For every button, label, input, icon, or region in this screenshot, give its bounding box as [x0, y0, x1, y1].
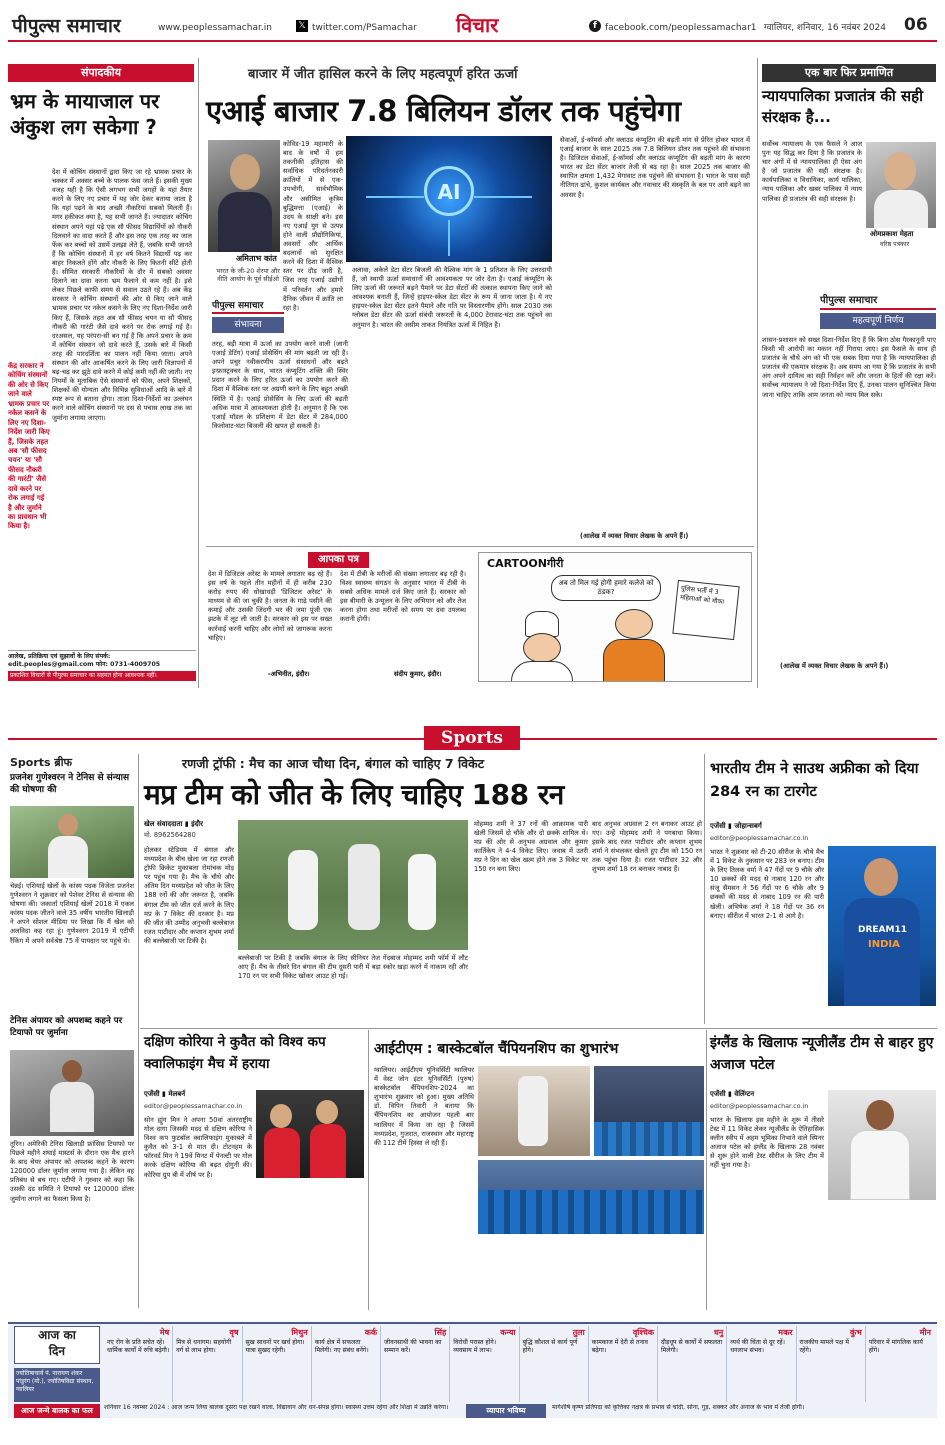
horoscope-title [14, 1326, 100, 1364]
sign-leo-name: सिंह [434, 1328, 447, 1337]
editorial-footer-email[interactable]: आलेख, प्रतिक्रिया एवं सुझावों के लिए संपर्क: edit.peoples@gmail.com फोन: 0731-4009705 [8, 653, 161, 669]
brief-1-body: चेन्नई। एशियाई खेलों के कांस्य पदक विजेता प्रजनेश गुणेश्वरन ने शुक्रवार को पेशेवर टेनिस से संन्यास की घोषणा की। जकार्ता एशियाई खेलों 2018 में एकल कांस्य पदक जीतने वाले 35 वर्षीय भारतीय खिलाड़ी ने अपने सोशल मीडिया पर लिखा कि मैं खेल को अलविदा कह रहा हूं। गुणेश्वरन 2019 में एटीपी रैंकिंग में अपने सर्वश्रेष्ठ 75 वें पायदान पर पहुंचे थे। [10, 882, 134, 945]
masthead-twitter[interactable]: twitter.com/PSamachar [312, 23, 417, 33]
sign-aries [104, 1326, 173, 1402]
ranji-mobile: मो. 8962564280 [144, 831, 196, 839]
itm-headline: आईटीएम : बास्केटबॉल चैंपियनशिप का शुभारंभ [374, 1041, 619, 1057]
cartoon-panel [478, 552, 752, 682]
ranji-body-4: बाद अनुभव अग्रवाल 2 रन बनाकर आउट हो गए। उन्हें मोहम्मद शमी ने पगबाधा किया। इसके बाद रजत पाटीदार और कप्तान शुभम शर्मा ने संभलकर खेलते हुए टीम को 150 रन तक पहुंचा दिया है। रजत पाटीदार 32 और शुभम शर्मा 18 रन बनाकर नाबाद हैं। [592, 820, 702, 874]
itm-photo-1 [478, 1066, 590, 1156]
sign-gemini-text: सुख साधनों पर खर्च होगा। यात्रा सुखद रहेगी। [245, 1338, 305, 1354]
ranji-body-3: मोहम्मद शमी ने 37 रनों की आक्रामक पारी खेली जिसमें दो चौके और दो छक्के शामिल थे। मप्र की ओर से अनुभव अग्रवाल और कुमार कार्तिकेय ने 4-4 विकेट लिए। जवाब में उतरी मप्र ने दिन का खेल खत्म होने तक 3 विकेट पर 150 रन बना लिए। [474, 820, 588, 874]
sports-brief-tag: Sports ब्रीफ [10, 756, 73, 769]
feature-col2: तरह, बड़ी मात्रा में ऊर्जा का उपयोग करने वाली (जानी एआई डेटिंग) एआई प्रोसेसिंग की मांग बढ़ती जा रही है। अपने प्रचुर नवीकरणीय ऊर्जा संसाधनों और बढ़ते इन्फ्रास्ट्रक्चर के साथ, भारत कंप्यूटिंग शक्ति की स्थिर प्रदान करने के लिए हरित ऊर्जा का उपयोग करने की दिशा में वैश्विक स्तर पर अग्रणी बनने के लिए बहुत अच्छी स्थिति में है। एआई प्रोसेसिंग के लिए ऊर्जा की बढ़ती अधिक मात्रा में आवश्यकता होती है। अनुमान है कि एक एआई मॉडल के प्रशिक्षण में डेटा सेंटर में 284,000 किलोवाट-घंटा बिजली की खपत हो सकती है। [212, 340, 348, 430]
sign-aries-name: मेष [159, 1328, 170, 1337]
editorial-tag: संपादकीय [8, 64, 194, 82]
feature-kicker: बाजार में जीत हासिल करने के लिए महत्वपूर्ण हरित ऊर्जा [248, 67, 518, 82]
ranji-byline: खेल संवाददाता ▮ इंदौर [144, 820, 203, 828]
editorial-footer [8, 650, 196, 678]
author-desc: भारत के जी-20 शेरपा और नीति आयोग के पूर्व सीईओ [216, 267, 280, 284]
right-body-1: सर्वोच्च न्यायालय के एक फैसले ने आज पुनः यह सिद्ध कर दिया है कि प्रजातंत्र के चार अंगों में से न्यायपालिका ही ऐसा अंग है जो प्रजातंत्र की सही संरक्षक है। कार्यपालिका व विधायिका, कार्य पालिका, न्याय पालिका और खबर पालिका में न्याय पालिका ही प्रजातंत्र की सही संरक्षक है। [762, 140, 862, 203]
right-author-desc: वरिष्ठ पत्रकार [880, 241, 909, 248]
sign-scorpio-text: कामकाज में देरी से तनाव बढ़ेगा। [591, 1338, 648, 1354]
korea-email[interactable]: editor@peoplessamachar.co.in [144, 1102, 243, 1110]
itm-body: ग्वालियर। आईटीएम यूनिवर्सिटी ग्वालियर में वेस्ट जोन इंटर यूनिवर्सिटी (पुरुष) बास्केटबॉल चैंपियनशिप-2024 का शुभारंभ शुक्रवार को हुआ। मुख्य अतिथि डॉ. विपिन तिवारी ने बताया कि चैंपियनशिप का आयोजन पहली बार ग्वालियर में किया जा रहा है जिसमें मध्यप्रदेश, गुजरात, राजस्थान और महाराष्ट्र की 112 टीमें हिस्सा ले रही हैं। [374, 1066, 474, 1147]
korea-photo [256, 1090, 364, 1178]
ai-illustration: AI [346, 136, 552, 262]
brand-tag [212, 300, 284, 334]
sign-capricorn-text: व्यर्थ की चिंता से दूर रहें। धनलाभ संभव। [730, 1338, 785, 1354]
cartoon-title: CARTOONगीरी [487, 557, 564, 570]
right-author-photo [866, 142, 936, 228]
editorial-disclaimer: प्रकाशित विचारों से पीपुल्स समाचार का सहमत होना आवश्यक नहीं। [8, 671, 196, 681]
right-brand-title: पीपुल्स समाचार [820, 294, 936, 310]
korea-headline: दक्षिण कोरिया ने कुवैत को विश्व कप क्वालिफाइंग मैच में हराया [144, 1034, 326, 1072]
editorial-pullquote: केंद्र सरकार ने कोचिंग संस्थानों की ओर से किए जाने वाले भ्रामक प्रचार पर नकेल कसने के लिए नए दिशा-निर्देश जारी किए हैं, जिसके तहत अब 'सौ फीसद चयन' या 'सौ फीसद नौकरी की गारंटी' जैसे दावे करने पर रोक लगाई गई है और जुर्माने का प्रावधान भी किया है। [8, 362, 50, 531]
africa-body: भारत ने शुक्रवार को टी-20 सीरीज के चौथे मैच में 1 विकेट के नुकसान पर 283 रन बनाए। टीम के लिए तिलक वर्मा ने 47 गेंदों पर 9 चौके और 10 छक्कों की मदद से नाबाद 120 रन और संजू सैमसन ने 56 गेंदों पर 6 चौके और 9 छक्कों की मदद से नाबाद 109 रन की पारी खेली। अभिषेक शर्मा ने 18 गेंदों पर 36 रन बनाए। सीरीज में भारत 2-1 से आगे है। [710, 848, 824, 920]
sign-sagittarius [658, 1326, 727, 1402]
sign-aquarius-name: कुंभ [849, 1328, 862, 1337]
right-tag: एक बार फिर प्रमाणित [762, 64, 936, 82]
feature-col1: कोविड-19 महामारी के बाद के वर्षों में हम तकनीकी इतिहास की सर्वाधिक परिवर्तनकारी क्रांतियों में से एक- उपभोगी, सार्वभौमिक और असीमित कृत्रिम बुद्धिमत्ता (एआई) के उदय के साक्षी बने। इस नए एआई युग से उत्पन्न होने वाली प्रौद्योगिकियां, अवसरों और आर्थिक बदलावों को सुरक्षित करने की दिशा में वैश्विक स्तर पर दौड़ जारी है, जिस तरह एआई उद्योगों में परिवर्तन और हमारे दैनिक जीवन में क्रांति ला रहा है। [283, 140, 343, 312]
masthead [8, 8, 937, 42]
editorial-headline: भ्रम के मायाजाल पर अंकुश लग सकेगा ? [10, 89, 160, 139]
letter-1: देश में डिजिटल अरेस्ट के मामले लगातार बढ़ रहे हैं। इस वर्ष के पहले तीन महीनों में ही करीब 230 करोड़ रुपए की धोखाधड़ी 'डिजिटल अरेस्ट' के माध्यम से की जा चुकी है। जनता के गाढ़े पसीने की कमाई और उसकी जिंदगी भर की जमा पूंजी एक झटके में लूट ली जाती है। सरकार को इस पर सख्त कार्रवाई करनी चाहिए और लोगों को जागरूक करना चाहिए। [208, 570, 332, 642]
sign-aquarius-text: राजकीय मामले पक्ष में रहेंगे। [799, 1338, 849, 1354]
author-photo [208, 140, 280, 252]
brief-1-photo [10, 806, 134, 878]
right-body-2: शासन-प्रशासन को सख्त दिशा-निर्देश दिए हैं कि बिना ठोस गैरकानूनी पाए किसी भी आरोपी का मकान नहीं गिराया जाए। इस फैसले के साथ ही प्रजातंत्र के चौथे अंग को भी एक सबक दिया गया है कि न्यायपालिका ही प्रजातंत्र की एकमात्र संरक्षक है। अब समय आ गया है कि प्रजातंत्र के सभी अंग अपने दायित्व का सही निर्वहन करें और जनता के हितों की रक्षा करें। सर्वोच्च न्यायालय ने जो दिशा-निर्देश दिए हैं, उनका पालन सुनिश्चित किया जाना चाहिए ताकि आम जनता को न्याय मिल सके। [762, 336, 936, 399]
sign-taurus [173, 1326, 242, 1402]
feature-headline: एआई बाजार 7.8 बिलियन डॉलर तक पहुंचेगा [206, 94, 681, 128]
sign-taurus-name: वृष [229, 1328, 239, 1337]
sign-leo-text: जीवनसाथी की भावना का सम्मान करें। [384, 1338, 442, 1354]
brief-2-title: टेनिस अंपायर को अपशब्द कहने पर टियाफो पर जुर्माना [10, 1016, 123, 1038]
sign-leo [381, 1326, 450, 1402]
ranji-body-1: होलकर स्टेडियम में बंगाल और मध्यप्रदेश के बीच खेला जा रहा रणजी ट्रॉफी क्रिकेट मुकाबला रोमांचक मोड़ पर पहुंच गया है। मैच के चौथे और अंतिम दिन मध्यप्रदेश को जीत के लिए 188 रनों की और जरूरत है, जबकि बंगाल टीम को जीत दर्ज करने के लिए मप्र के 7 विकेट की दरकार है। मप्र की जीत की उम्मीद अनुभवी बल्लेबाज रजत पाटीदार और कप्तान शुभम शर्मा की बल्लेबाजी पर टिकी है। [144, 846, 234, 945]
sign-gemini [243, 1326, 312, 1402]
itm-photo-2 [594, 1066, 704, 1156]
masthead-logo: पीपुल्स समाचार [12, 15, 121, 37]
astrologer-credit: ज्योतिषाचार्य पं. नारायण शंकर पांडुरंग (मो.), ज्योतिषविद्या संस्थान, ग्वालियर [14, 1368, 100, 1402]
nz-headline: इंग्लैंड के खिलाफ न्यूजीलैंड टीम से बाहर हुए अजाज पटेल [710, 1035, 934, 1074]
sign-capricorn [727, 1326, 796, 1402]
sign-virgo-text: विरोधी परास्त होंगे। व्यवसाय में लाभ। [453, 1338, 497, 1354]
horoscope-grid [104, 1326, 934, 1402]
sign-virgo-name: कन्या [500, 1328, 516, 1337]
sign-libra-name: तुला [572, 1328, 585, 1337]
feature-col3: अलावा, अकेले डेटा सेंटर बिजली की वैश्विक मांग के 1 प्रतिशत के लिए उत्तरदायी हैं, जो स्थायी ऊर्जा समाधानों की आवश्यकता पर जोर देता है। एआई कंप्यूटिंग के लिए ऊर्जा की जरूरतें बढ़ने पैमाने पर डेटा सेंटरों की तत्काल स्थापना किए जाने को आवश्यक बनाती हैं, जिन्हें हाइपर-स्केल डेटा सेंटर के रूप में जाना जाता है। ये नए हाइपर-स्केल डेटा सेंटर इतने पैमाने और गति पर विस्तारणीय होंगे। साल 2030 तक ग्लोबल डेटा सेंटर की ऊर्जा संबंधी जरूरतों के 4,000 टेरावाट-घंटा तक पहुंचने का अनुमान है। भारत की असीम ताकत नियंत्रित ऊर्जा में निहित है। [352, 266, 552, 329]
sign-cancer-text: कार्य क्षेत्र में सफलता मिलेगी। नए संबंध बनेंगे। [314, 1338, 369, 1354]
cartoon-figure-left [507, 611, 577, 682]
feature-note: (आलेख में व्यक्त विचार लेखक के अपने हैं।) [580, 532, 689, 540]
market-tag: व्यापार भविष्य [466, 1404, 546, 1418]
feature-col4: सेवाओं, ई-कॉमर्स और क्लाउड कंप्यूटिंग की बढ़ती मांग से प्रेरित होकर भारत में एआई बाजार के साल 2025 तक 7.8 बिलियन डॉलर तक पहुंचने की संभावना है। डिजिटल सेवाओं, ई-कॉमर्स और क्लाउड कंप्यूटिंग की बढ़ती मांग के कारण भारत का डेटा सेंटर बाजार तेजी से बढ़ रहा है। साल 2025 तक बाजार की स्थापित क्षमता 1,432 मेगावाट तक पहुंचने की संभावना है। भारत के पास सही नीतिगत ढांचे, कुशल कार्यबल और नवाचार की संस्कृति के बल पर आगे बढ़ने का अवसर है। [560, 136, 750, 199]
brand-tag-title: पीपुल्स समाचार [212, 300, 284, 314]
africa-byline: एजेंसी ▮ जोहान्सबर्ग [710, 822, 762, 830]
sign-virgo [450, 1326, 519, 1402]
cartoon-figure-right [599, 605, 669, 682]
letter-2-sign: संदीप कुमार, इंदौर। [394, 670, 442, 678]
sign-scorpio [589, 1326, 658, 1402]
itm-photo-3 [478, 1160, 704, 1234]
brief-1-title: प्रजनेश गुणेश्वरन ने टेनिस से संन्यास की घोषणा की [10, 773, 130, 796]
right-note: (आलेख में व्यक्त विचार लेखक के अपने हैं।) [780, 662, 889, 670]
africa-email[interactable]: editor@peoplessamachar.co.in [710, 834, 809, 842]
author-name: अमिताभ कांत [236, 254, 277, 263]
sign-taurus-text: मित्र से धनागम। सहयोगी वर्ग से लाभ होगा। [176, 1338, 232, 1354]
sign-libra-text: बुद्धि कौशल से कार्य पूर्ण होंगे। [522, 1338, 578, 1354]
sign-pisces-text: परिवार में मांगलिक कार्य होंगे। [868, 1338, 923, 1354]
right-brand [820, 294, 936, 330]
horoscope-title-top: आज का [38, 1328, 76, 1342]
masthead-website[interactable]: www.peoplessamachar.in [158, 23, 272, 33]
cartoon-paper: पुलिस भर्ती में 3 महिलाओं को मौका [672, 580, 739, 640]
letter-2: देश में टीबी के मरीजों की संख्या लगातार बढ़ रही है। विश्व स्वास्थ्य संगठन के अनुसार भारत में टीबी के सबसे अधिक मामले दर्ज किए जाते हैं। सरकार को इस बीमारी के उन्मूलन के लिए अभियान को और तेज करना होगा तथा मरीजों को समय पर दवा उपलब्ध करानी होगी। [340, 570, 466, 624]
brand-tag-sub: संभावना [212, 317, 284, 333]
ranji-kicker: रणजी ट्रॉफी : मैच का आज चौथा दिन, बंगाल को चाहिए 7 विकेट [182, 756, 485, 771]
nz-email[interactable]: editor@peoplessamachar.co.in [710, 1102, 809, 1110]
africa-photo: DREAM11 INDIA [828, 846, 936, 1006]
right-headline: न्यायपालिका प्रजातंत्र की सही संरक्षक है... [762, 87, 924, 126]
section-title: विचार [456, 13, 499, 37]
sign-cancer-name: कर्क [364, 1328, 377, 1337]
horoscope-footer-text: शनिवार 16 नवम्बर 2024 : आज जन्म लिया बालक दूसरा पक्ष रखने वाला, विद्यावान और धन-संपन्न होगा। स्वास्थ्य उत्तम रहेगा और शिक्षा में उन्नति करेगा। [104, 1404, 449, 1411]
twitter-icon: 𝕏 [296, 20, 308, 32]
masthead-facebook[interactable]: facebook.com/peoplessamachar1 [605, 23, 757, 33]
sign-sagittarius-text: दौड़धूप से कार्यों में सफलता मिलेगी। [661, 1338, 723, 1354]
nz-photo [828, 1090, 936, 1200]
cartoon-bubble: अब तो मिल गई होगी हमारे कलेजे को ठंडक? [551, 575, 661, 601]
sign-capricorn-name: मकर [778, 1328, 793, 1337]
brief-2-photo [10, 1050, 134, 1136]
horoscope-footer-tag: आज जन्मे बालक का फल [14, 1404, 100, 1418]
ranji-body-2: बल्लेबाजी पर टिकी है जबकि बंगाल के लिए सीनियर तेज गेंदबाज मोहम्मद शमी फॉर्म में लौट आए हैं। मैच के तीसरे दिन बंगाल की टीम दूसरी पारी में बड़ा स्कोर खड़ा करने में नाकाम रही और 170 रन पर सभी विकेट खोकर आउट हो गई। [238, 954, 468, 981]
editorial-body: देश में कोचिंग संस्थानों द्वारा किए जा रहे भ्रामक प्रचार के चक्कर में अक्सर बच्चे के पालक फंस जाते हैं। इसकी मुख्य वजह यही है कि ऐसी लगभग सभी जगहों के यहां तैयार करने के लिए नए प्रचार में यह जोर देकर बताया जाता है कि यहां पढ़ने के बाद अच्छी नौकरियां सबको मिलती हैं। मगर हकीकत क्या है, यह सभी जानते हैं। ज्यादातर कोचिंग संस्थान अपने यहां पढ़े एक सौ फीसद विद्यार्थियों को नौकरी दिलवाने का वादा करते हैं और इस तरह एक तरह का जाल फेंक कर बच्चों को उसमें उलझा लेते हैं, जबकि सभी जानते हैं कि कोचिंग संस्थानों में हर वर्ष कितने विद्यार्थी पढ़ कर बाहर निकलते होंगे और नौकरी के लिए कितनी सीटें होती हैं। सीमित सरकारी नौकरियों के दौर में सबको अवसर दिलाने का दावा करना भ्रम फैलाने से कम नहीं है। इसे लेकर पिछले काफी समय से सवाल उठते रहे हैं। अब केंद्र सरकार ने कोचिंग संस्थानों की ओर से किए जाने वाले भ्रामक प्रचार पर नकेल कसने के लिए नए दिशा-निर्देश जारी किए हैं, जिसके तहत अब सौ फीसद चयन या सौ फीसद नौकरी की गारंटी जैसे दावे करने पर रोक लगाई गई है। दरअसल, यह परंपरा-सी बन गई है कि अपने प्रचार के क्रम में कोचिंग संस्थान जो दावे करते हैं, उसके बारे में किसी तरह की पारदर्शिता का पालन नहीं किया जाता। अपने संस्थान की ओर आकर्षित करने के लिए जारी विज्ञापनों में बढ़-चढ़ कर झूठे दावे करने में कोई कमी नहीं की जाती। नए नियमों के मुताबिक ऐसे संस्थानों को फीस, अपने शिक्षकों, शिक्षकों की योग्यता और विभिन्न सुविधाओं आदि के बारे में स्पष्ट रूप से बताना होगा। ताजा दिशा-निर्देशों का उल्लंघन करने वाले कोचिंग संस्थानों पर दस से पचास लाख तक का जुर्माना लगाया जाएगा। [52, 168, 192, 422]
korea-byline: एजेंसी ▮ मेलबर्न [144, 1090, 186, 1098]
korea-body: सोन ह्युंग मिन ने अपना 50वां अंतरराष्ट्रीय गोल दागा जिसकी मदद से दक्षिण कोरिया ने विश्व कप फुटबॉल क्वालिफाइंग मुकाबले में कुवैत को 3-1 से मात दी। टोटनहम के फॉरवर्ड मिन ने 19वें मिनट में पेनल्टी पर गोल करके दक्षिण कोरिया की बढ़त दोगुनी की। कोरिया ग्रुप बी में शीर्ष पर है। [144, 1116, 252, 1179]
right-brand-sub: महत्वपूर्ण निर्णय [820, 313, 936, 329]
ranji-photo [238, 820, 468, 950]
horoscope-title-bottom: दिन [48, 1344, 66, 1359]
sports-banner: Sports [424, 726, 520, 750]
nz-byline: एजेंसी ▮ वेलिंग्टन [710, 1090, 755, 1098]
letters-box [208, 552, 468, 682]
sign-gemini-name: मिथुन [291, 1328, 308, 1337]
sign-cancer [312, 1326, 381, 1402]
sign-libra [520, 1326, 589, 1402]
sign-pisces-name: मीन [919, 1328, 931, 1337]
letter-1-sign: -अभिनीत, इंदौर। [268, 670, 310, 678]
sign-aquarius [797, 1326, 866, 1402]
ranji-headline: मप्र टीम को जीत के लिए चाहिए 188 रन [144, 778, 564, 811]
dateline: ग्वालियर, शनिवार, 16 नवंबर 2024 [764, 23, 887, 33]
right-author-name: ओमप्रकाश मेहता [870, 230, 914, 238]
sign-aries-text: नए रोग के प्रति सचेत रहें। धार्मिक कार्यों में रुचि बढ़ेगी। [107, 1338, 170, 1354]
sign-sagittarius-name: धनु [713, 1328, 724, 1337]
africa-headline: भारतीय टीम ने साउथ अफ्रीका को दिया 284 रन का टारगेट [710, 761, 919, 801]
sign-pisces [866, 1326, 934, 1402]
sign-scorpio-name: वृश्चिक [632, 1328, 654, 1337]
nz-body: भारत के खिलाफ इस महीने के शुरू में तीसरे टेस्ट में 11 विकेट लेकर न्यूजीलैंड के ऐतिहासिक क्लीन स्वीप में अहम भूमिका निभाने वाले स्पिनर अजाज पटेल को इंग्लैंड के खिलाफ 28 नवंबर से शुरू होने वाली टेस्ट सीरीज के लिए टीम में नहीं चुना गया है। [710, 1116, 824, 1170]
letters-title: आपका पत्र [308, 552, 369, 568]
page-number: 06 [904, 15, 928, 35]
market-text: मार्गशीर्ष कृष्ण प्रतिपदा को कृत्तिका नक्षत्र के प्रभाव से चांदी, सोना, गुड़, शक्कर और अनाज के भाव में तेजी होगी। [552, 1404, 805, 1411]
facebook-icon: f [589, 20, 601, 32]
brief-2-body: तूरिन। अमेरिकी टेनिस खिलाड़ी फ्रांसिस टियाफो पर पिछले महीने शंघाई मास्टर्स के दौरान एक मैच हारने के बाद चेयर अंपायर को अपशब्द कहने के कारण 120000 डॉलर जुर्माना लगाया गया है। लेकिन वह प्रतिबंध से बच गए। एटीपी ने गुरुवार को कहा कि उसकी दंड समिति ने टियाफो पर 120000 डॉलर जुर्माना लगाने का फैसला किया है। [10, 1140, 134, 1203]
